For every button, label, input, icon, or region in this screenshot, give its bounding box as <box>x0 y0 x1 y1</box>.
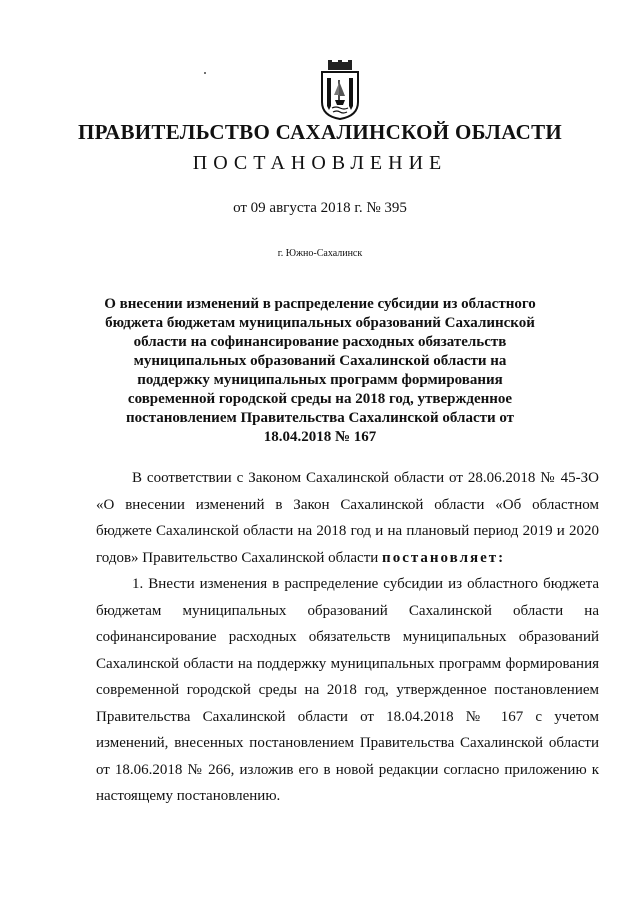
document-date-number: от 09 августа 2018 г. № 395 <box>233 200 407 216</box>
preamble-paragraph <box>96 465 599 571</box>
document-subject: О внесении изменений в распределение субсидии из областного бюджета бюджетам муниципальных образований Сахалинской области на софинансирование расходных обязательств муниципальных образований Сахалинской области на поддержку муниципальных программ формирования современной городской среды на 2018 год, утвержденное постановлением Правительства Сахалинской области от 18.04.2018 № 167 <box>104 296 536 445</box>
document-city: г. Южно-Сахалинск <box>277 248 363 259</box>
coat-of-arms-icon <box>318 60 362 120</box>
preamble-text: В соответствии с Законом Сахалинской области от 28.06.2018 № 45-ЗО «О внесении изменений в Закон Сахалинской области «Об областном бюджете Сахалинской области на 2018 год и на плановый период 2019 и 2020 годов» Правительство Сахалинской области <box>96 470 599 566</box>
document-body <box>96 465 599 810</box>
government-title: ПРАВИТЕЛЬСТВО САХАЛИНСКОЙ ОБЛАСТИ <box>77 120 563 144</box>
resolves-keyword: постановляет: <box>382 549 506 566</box>
document-type: ПОСТАНОВЛЕНИЕ <box>192 152 448 174</box>
scan-speck <box>204 72 206 74</box>
clause-1-paragraph: 1. Внести изменения в распределение субсидии из областного бюджета бюджетам муниципальных образований Сахалинской области на софинансирование расходных обязательств муниципальных образований Сахалинской области на поддержку муниципальных программ формирования современной городской среды на 2018 год, утвержденное постановлением Правительства Сахалинской области от 18.04.2018 № 167 с учетом изменений, внесенных постановлением Правительства Сахалинской области от 18.06.2018 № 266, изложив его в новой редакции согласно приложению к настоящему постановлению. <box>96 576 599 804</box>
